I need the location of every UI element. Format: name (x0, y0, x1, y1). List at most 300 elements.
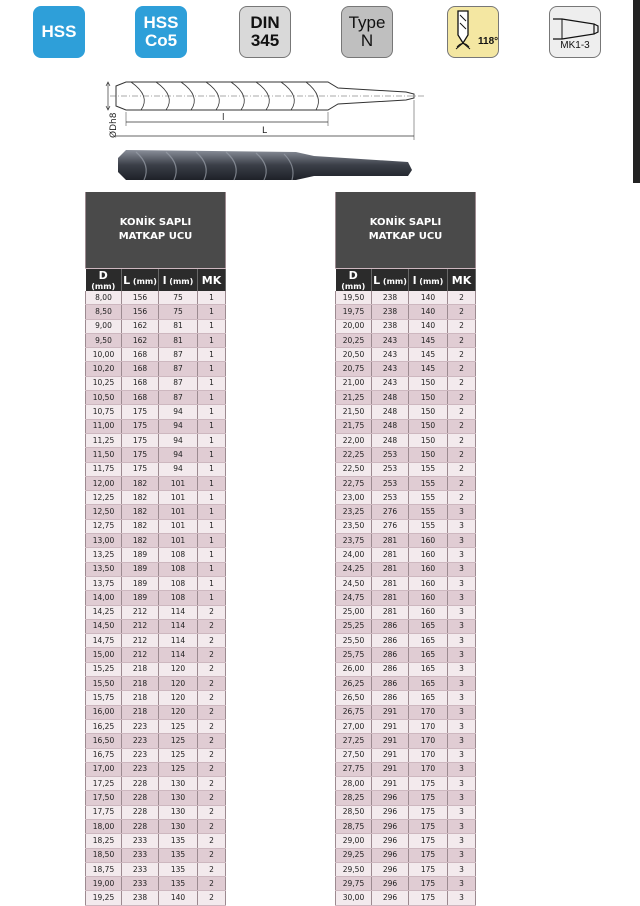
cell-total-length: 248 (372, 419, 409, 433)
cell-morse-taper: 2 (198, 834, 226, 848)
table-row (86, 548, 226, 562)
cell-morse-taper: 2 (448, 291, 476, 305)
cell-flute-length: 170 (409, 705, 448, 719)
table-title-line1: KONİK SAPLI (119, 217, 192, 228)
cell-total-length: 291 (372, 734, 409, 748)
table-title (336, 192, 476, 269)
cell-total-length: 253 (372, 462, 409, 476)
cell-total-length: 296 (372, 891, 409, 905)
cell-flute-length: 101 (159, 476, 198, 490)
cell-diameter: 18,00 (86, 819, 122, 833)
cell-total-length: 243 (372, 348, 409, 362)
din-badge (239, 6, 291, 58)
cell-morse-taper: 2 (198, 677, 226, 691)
table-row (86, 662, 226, 676)
cell-total-length: 243 (372, 362, 409, 376)
cell-morse-taper: 2 (198, 748, 226, 762)
cell-diameter: 23,25 (336, 505, 372, 519)
cell-morse-taper: 1 (198, 534, 226, 548)
cell-diameter: 30,00 (336, 891, 372, 905)
cell-diameter: 23,00 (336, 491, 372, 505)
cell-flute-length: 135 (159, 848, 198, 862)
cell-morse-taper: 1 (198, 333, 226, 347)
table-row (86, 362, 226, 376)
cell-morse-taper: 2 (448, 462, 476, 476)
cell-diameter: 26,25 (336, 677, 372, 691)
table-row (336, 548, 476, 562)
cell-morse-taper: 2 (448, 391, 476, 405)
cell-morse-taper: 3 (448, 877, 476, 891)
cell-total-length: 281 (372, 605, 409, 619)
cell-morse-taper: 2 (448, 419, 476, 433)
cell-total-length: 223 (122, 762, 159, 776)
cell-total-length: 296 (372, 819, 409, 833)
cell-diameter: 11,00 (86, 419, 122, 433)
cell-diameter: 29,00 (336, 834, 372, 848)
cell-flute-length: 160 (409, 548, 448, 562)
cell-total-length: 182 (122, 519, 159, 533)
cell-diameter: 18,75 (86, 862, 122, 876)
cell-total-length: 296 (372, 862, 409, 876)
drill-point-icon (448, 7, 500, 59)
cell-diameter: 29,75 (336, 877, 372, 891)
table-row (336, 877, 476, 891)
table-row (86, 376, 226, 390)
cell-morse-taper: 3 (448, 862, 476, 876)
cell-morse-taper: 3 (448, 834, 476, 848)
table-row (86, 391, 226, 405)
cell-flute-length: 160 (409, 534, 448, 548)
col-header-l-big: L (mm) (122, 269, 159, 292)
cell-morse-taper: 2 (198, 719, 226, 733)
cell-diameter: 25,25 (336, 619, 372, 633)
cell-flute-length: 75 (159, 291, 198, 305)
cell-morse-taper: 1 (198, 391, 226, 405)
cell-diameter: 23,75 (336, 534, 372, 548)
cell-diameter: 21,00 (336, 376, 372, 390)
cell-diameter: 20,25 (336, 333, 372, 347)
cell-diameter: 13,75 (86, 576, 122, 590)
cell-flute-length: 101 (159, 491, 198, 505)
din-line2: 345 (250, 31, 280, 50)
cell-flute-length: 175 (409, 891, 448, 905)
cell-total-length: 248 (372, 433, 409, 447)
cell-flute-length: 145 (409, 348, 448, 362)
cell-total-length: 296 (372, 791, 409, 805)
cell-flute-length: 165 (409, 648, 448, 662)
cell-flute-length: 75 (159, 305, 198, 319)
cell-total-length: 291 (372, 705, 409, 719)
dim-d-label: ØDh8 (109, 112, 119, 138)
cell-morse-taper: 1 (198, 491, 226, 505)
cell-diameter: 25,00 (336, 605, 372, 619)
cell-morse-taper: 2 (448, 491, 476, 505)
table-row (336, 362, 476, 376)
cell-total-length: 291 (372, 719, 409, 733)
cell-diameter: 12,75 (86, 519, 122, 533)
cell-morse-taper: 1 (198, 591, 226, 605)
cell-total-length: 296 (372, 848, 409, 862)
cell-flute-length: 170 (409, 734, 448, 748)
cell-flute-length: 114 (159, 605, 198, 619)
cell-morse-taper: 1 (198, 433, 226, 447)
table-row (86, 305, 226, 319)
cell-diameter: 22,00 (336, 433, 372, 447)
table-row (86, 691, 226, 705)
cell-total-length: 286 (372, 691, 409, 705)
cell-morse-taper: 2 (198, 791, 226, 805)
table-row (336, 848, 476, 862)
cell-diameter: 22,75 (336, 476, 372, 490)
cell-total-length: 182 (122, 491, 159, 505)
table-row (336, 462, 476, 476)
cell-diameter: 25,50 (336, 634, 372, 648)
table-row (86, 619, 226, 633)
cell-morse-taper: 1 (198, 548, 226, 562)
cell-flute-length: 175 (409, 862, 448, 876)
cell-diameter: 28,50 (336, 805, 372, 819)
cell-total-length: 182 (122, 534, 159, 548)
cell-total-length: 233 (122, 862, 159, 876)
cell-diameter: 13,50 (86, 562, 122, 576)
cell-diameter: 8,00 (86, 291, 122, 305)
cell-diameter: 14,75 (86, 634, 122, 648)
cell-flute-length: 94 (159, 448, 198, 462)
hss-co5-badge (135, 6, 187, 58)
cell-morse-taper: 3 (448, 619, 476, 633)
cell-total-length: 253 (372, 491, 409, 505)
drill-size-table-right (335, 192, 476, 906)
cell-flute-length: 145 (409, 362, 448, 376)
table-row (336, 519, 476, 533)
cell-morse-taper: 2 (448, 405, 476, 419)
cell-flute-length: 140 (409, 291, 448, 305)
table-row (336, 348, 476, 362)
cell-diameter: 12,25 (86, 491, 122, 505)
table-row (86, 505, 226, 519)
cell-flute-length: 175 (409, 791, 448, 805)
drill-technical-drawing (96, 70, 436, 185)
cell-flute-length: 155 (409, 462, 448, 476)
cell-total-length: 233 (122, 834, 159, 848)
cell-total-length: 168 (122, 348, 159, 362)
cell-total-length: 243 (372, 333, 409, 347)
cell-flute-length: 94 (159, 405, 198, 419)
cell-flute-length: 108 (159, 591, 198, 605)
table-row (336, 705, 476, 719)
cell-flute-length: 114 (159, 648, 198, 662)
cell-total-length: 233 (122, 848, 159, 862)
cell-morse-taper: 2 (448, 476, 476, 490)
cell-flute-length: 170 (409, 748, 448, 762)
cell-morse-taper: 3 (448, 848, 476, 862)
cell-total-length: 286 (372, 648, 409, 662)
cell-diameter: 10,50 (86, 391, 122, 405)
table-row (86, 605, 226, 619)
table-row (86, 291, 226, 305)
cell-morse-taper: 3 (448, 762, 476, 776)
cell-flute-length: 165 (409, 634, 448, 648)
dim-l-small-label: l (222, 113, 225, 123)
cell-morse-taper: 2 (448, 376, 476, 390)
table-row (336, 819, 476, 833)
cell-total-length: 291 (372, 777, 409, 791)
cell-total-length: 156 (122, 305, 159, 319)
cell-diameter: 8,50 (86, 305, 122, 319)
cell-morse-taper: 1 (198, 362, 226, 376)
cell-total-length: 189 (122, 591, 159, 605)
table-row (336, 777, 476, 791)
cell-total-length: 168 (122, 376, 159, 390)
cell-morse-taper: 1 (198, 405, 226, 419)
cell-diameter: 24,50 (336, 576, 372, 590)
cell-total-length: 218 (122, 705, 159, 719)
table-row (336, 834, 476, 848)
table-row (336, 491, 476, 505)
cell-flute-length: 165 (409, 619, 448, 633)
cell-flute-length: 130 (159, 777, 198, 791)
cell-morse-taper: 2 (448, 348, 476, 362)
cell-flute-length: 165 (409, 662, 448, 676)
hss-co5-line2: Co5 (144, 31, 178, 50)
table-row (86, 634, 226, 648)
table-row (86, 462, 226, 476)
cell-flute-length: 145 (409, 333, 448, 347)
cell-total-length: 228 (122, 777, 159, 791)
cell-morse-taper: 1 (198, 419, 226, 433)
cell-flute-length: 160 (409, 562, 448, 576)
table-row (336, 419, 476, 433)
cell-total-length: 248 (372, 405, 409, 419)
cell-total-length: 238 (372, 319, 409, 333)
cell-morse-taper: 1 (198, 448, 226, 462)
table-row (86, 534, 226, 548)
cell-total-length: 276 (372, 505, 409, 519)
cell-flute-length: 101 (159, 519, 198, 533)
cell-flute-length: 130 (159, 791, 198, 805)
cell-total-length: 212 (122, 605, 159, 619)
cell-flute-length: 130 (159, 819, 198, 833)
table-row (336, 391, 476, 405)
table-row (86, 491, 226, 505)
cell-total-length: 212 (122, 648, 159, 662)
cell-flute-length: 150 (409, 405, 448, 419)
cell-total-length: 281 (372, 562, 409, 576)
table-row (86, 834, 226, 848)
cell-flute-length: 140 (159, 891, 198, 905)
cell-flute-length: 108 (159, 562, 198, 576)
cell-flute-length: 130 (159, 805, 198, 819)
cell-diameter: 21,50 (336, 405, 372, 419)
col-header-l-big: L (mm) (372, 269, 409, 292)
table-row (86, 734, 226, 748)
table-row (86, 705, 226, 719)
cell-morse-taper: 3 (448, 519, 476, 533)
din-line1: DIN (250, 13, 280, 33)
table-row (86, 877, 226, 891)
table-row (336, 476, 476, 490)
cell-diameter: 17,75 (86, 805, 122, 819)
table-row (86, 576, 226, 590)
cell-flute-length: 135 (159, 877, 198, 891)
cell-flute-length: 155 (409, 519, 448, 533)
cell-flute-length: 108 (159, 548, 198, 562)
table-row (86, 762, 226, 776)
cell-diameter: 27,75 (336, 762, 372, 776)
cell-diameter: 22,50 (336, 462, 372, 476)
cell-flute-length: 175 (409, 834, 448, 848)
cell-flute-length: 94 (159, 462, 198, 476)
table-row (336, 734, 476, 748)
cell-morse-taper: 2 (198, 819, 226, 833)
cell-morse-taper: 2 (198, 619, 226, 633)
cell-total-length: 228 (122, 791, 159, 805)
cell-morse-taper: 3 (448, 634, 476, 648)
cell-diameter: 10,20 (86, 362, 122, 376)
cell-morse-taper: 2 (198, 734, 226, 748)
cell-flute-length: 125 (159, 762, 198, 776)
cell-total-length: 162 (122, 319, 159, 333)
cell-morse-taper: 1 (198, 576, 226, 590)
cell-total-length: 168 (122, 391, 159, 405)
cell-flute-length: 120 (159, 677, 198, 691)
table-row (86, 777, 226, 791)
cell-morse-taper: 3 (448, 777, 476, 791)
cell-flute-length: 120 (159, 662, 198, 676)
cell-diameter: 19,25 (86, 891, 122, 905)
cell-diameter: 26,50 (336, 691, 372, 705)
cell-morse-taper: 3 (448, 562, 476, 576)
cell-total-length: 281 (372, 591, 409, 605)
cell-flute-length: 87 (159, 391, 198, 405)
cell-flute-length: 81 (159, 319, 198, 333)
table-row (86, 805, 226, 819)
table-row (336, 376, 476, 390)
cell-diameter: 20,75 (336, 362, 372, 376)
point-angle-badge (447, 6, 499, 58)
cell-diameter: 9,00 (86, 319, 122, 333)
col-header-mk: MK (198, 269, 226, 292)
cell-total-length: 218 (122, 677, 159, 691)
cell-total-length: 223 (122, 734, 159, 748)
table-row (86, 348, 226, 362)
cell-flute-length: 175 (409, 819, 448, 833)
cell-flute-length: 175 (409, 877, 448, 891)
cell-flute-length: 87 (159, 376, 198, 390)
cell-morse-taper: 2 (448, 433, 476, 447)
cell-flute-length: 155 (409, 505, 448, 519)
cell-diameter: 19,50 (336, 291, 372, 305)
table-row (336, 448, 476, 462)
table-row (336, 576, 476, 590)
table-row (336, 677, 476, 691)
cell-flute-length: 87 (159, 348, 198, 362)
cell-diameter: 12,50 (86, 505, 122, 519)
cell-flute-length: 155 (409, 491, 448, 505)
cell-morse-taper: 3 (448, 648, 476, 662)
cell-diameter: 16,25 (86, 719, 122, 733)
cell-morse-taper: 3 (448, 805, 476, 819)
cell-morse-taper: 2 (198, 762, 226, 776)
table-row (336, 691, 476, 705)
cell-total-length: 286 (372, 634, 409, 648)
table-row (336, 591, 476, 605)
cell-total-length: 228 (122, 819, 159, 833)
table-row (336, 605, 476, 619)
cell-morse-taper: 3 (448, 605, 476, 619)
cell-diameter: 11,50 (86, 448, 122, 462)
cell-total-length: 238 (122, 891, 159, 905)
cell-flute-length: 155 (409, 476, 448, 490)
cell-total-length: 212 (122, 634, 159, 648)
table-row (336, 762, 476, 776)
cell-morse-taper: 3 (448, 819, 476, 833)
cell-flute-length: 150 (409, 419, 448, 433)
cell-flute-length: 170 (409, 762, 448, 776)
col-header-d: D (mm) (86, 269, 122, 292)
cell-morse-taper: 3 (448, 891, 476, 905)
cell-diameter: 17,00 (86, 762, 122, 776)
table-row (86, 819, 226, 833)
cell-diameter: 21,75 (336, 419, 372, 433)
table-row (86, 591, 226, 605)
cell-flute-length: 120 (159, 691, 198, 705)
cell-diameter: 25,75 (336, 648, 372, 662)
cell-flute-length: 125 (159, 748, 198, 762)
cell-diameter: 27,25 (336, 734, 372, 748)
table-row (86, 791, 226, 805)
cell-morse-taper: 3 (448, 677, 476, 691)
cell-total-length: 175 (122, 419, 159, 433)
table-row (86, 862, 226, 876)
table-title-line1: KONİK SAPLI (369, 217, 442, 228)
cell-diameter: 29,25 (336, 848, 372, 862)
cell-total-length: 296 (372, 834, 409, 848)
shank-label: MK1-3 (560, 39, 590, 51)
cell-diameter: 15,50 (86, 677, 122, 691)
cell-morse-taper: 1 (198, 476, 226, 490)
cell-total-length: 291 (372, 748, 409, 762)
cell-morse-taper: 2 (198, 691, 226, 705)
cell-diameter: 17,50 (86, 791, 122, 805)
cell-morse-taper: 3 (448, 591, 476, 605)
cell-total-length: 218 (122, 691, 159, 705)
table-row (86, 562, 226, 576)
table-row (86, 519, 226, 533)
cell-diameter: 16,50 (86, 734, 122, 748)
table-row (86, 677, 226, 691)
cell-total-length: 286 (372, 619, 409, 633)
cell-flute-length: 140 (409, 305, 448, 319)
drill-size-table-left (85, 192, 226, 906)
table-row (336, 748, 476, 762)
cell-diameter: 14,00 (86, 591, 122, 605)
cell-morse-taper: 1 (198, 348, 226, 362)
cell-diameter: 29,50 (336, 862, 372, 876)
cell-diameter: 22,25 (336, 448, 372, 462)
cell-flute-length: 175 (409, 805, 448, 819)
cell-total-length: 223 (122, 748, 159, 762)
cell-diameter: 19,75 (336, 305, 372, 319)
cell-diameter: 27,50 (336, 748, 372, 762)
cell-morse-taper: 1 (198, 505, 226, 519)
cell-morse-taper: 3 (448, 505, 476, 519)
cell-flute-length: 135 (159, 862, 198, 876)
cell-total-length: 233 (122, 877, 159, 891)
point-angle-label: 118° (478, 36, 499, 47)
cell-total-length: 168 (122, 362, 159, 376)
cell-total-length: 228 (122, 805, 159, 819)
